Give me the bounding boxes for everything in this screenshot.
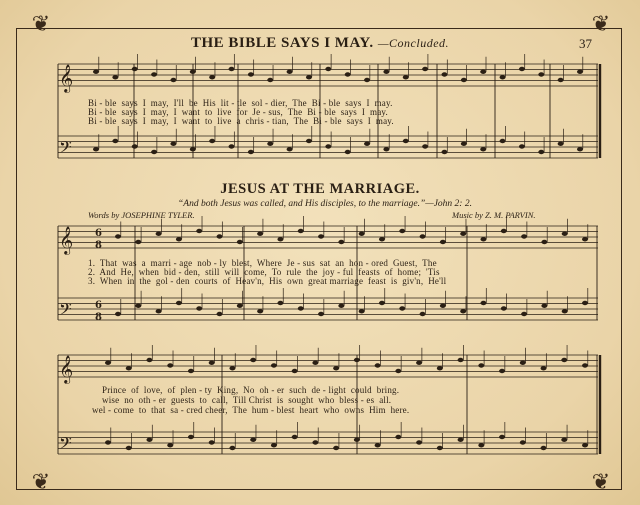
note xyxy=(170,78,176,82)
note xyxy=(146,438,152,442)
note xyxy=(115,312,121,316)
note xyxy=(480,70,486,74)
note xyxy=(325,144,331,148)
note xyxy=(267,142,273,146)
treble-clef-icon: 𝄞 xyxy=(59,226,74,254)
note xyxy=(345,150,351,154)
note xyxy=(577,147,583,151)
note xyxy=(541,240,547,244)
note xyxy=(112,139,118,143)
note xyxy=(345,72,351,76)
note xyxy=(318,312,324,316)
note xyxy=(190,70,196,74)
note xyxy=(480,237,486,241)
note xyxy=(359,232,365,236)
note xyxy=(478,443,484,447)
note xyxy=(298,306,304,310)
note xyxy=(582,363,588,367)
note xyxy=(379,237,385,241)
treble-clef-icon: 𝄞 xyxy=(59,64,74,92)
note xyxy=(562,232,568,236)
hymn-lyric-line-6: wel - come to that sa - cred cheer, The hum - blest heart who owns Him here. xyxy=(92,405,410,415)
song-title: THE BIBLE SAYS I MAY. xyxy=(190,35,374,51)
note xyxy=(277,237,283,241)
note xyxy=(126,366,132,370)
lyric-line-3: Bi - ble says I may, I want to live a chris - tian, The Bi - ble says I may. xyxy=(88,116,394,126)
note xyxy=(229,144,235,148)
note xyxy=(403,75,409,79)
bass-clef-icon: 𝄢 xyxy=(59,137,72,161)
note xyxy=(582,301,588,305)
hymn-title: JESUS AT THE MARRIAGE. xyxy=(220,181,420,197)
note xyxy=(237,304,243,308)
note xyxy=(146,358,152,362)
note xyxy=(501,306,507,310)
note xyxy=(395,435,401,439)
note xyxy=(306,139,312,143)
note xyxy=(441,150,447,154)
note xyxy=(541,446,547,450)
note xyxy=(558,142,564,146)
note xyxy=(112,75,118,79)
bass-clef-icon: 𝄢 xyxy=(59,299,72,323)
note xyxy=(196,229,202,233)
note xyxy=(440,240,446,244)
note xyxy=(271,443,277,447)
note xyxy=(364,142,370,146)
note xyxy=(271,363,277,367)
note xyxy=(115,234,121,238)
note xyxy=(501,229,507,233)
note xyxy=(461,78,467,82)
note xyxy=(229,446,235,450)
note xyxy=(383,70,389,74)
note xyxy=(190,147,196,151)
time-signature-top: 6 xyxy=(95,300,102,311)
note xyxy=(422,67,428,71)
note xyxy=(519,67,525,71)
note xyxy=(217,312,223,316)
note xyxy=(478,363,484,367)
note xyxy=(364,78,370,82)
note xyxy=(500,139,506,143)
time-signature-bottom: 8 xyxy=(95,240,102,251)
note xyxy=(541,304,547,308)
corner-ornament-bottom-left-icon: ❦ xyxy=(31,470,51,495)
note xyxy=(209,440,215,444)
note xyxy=(379,301,385,305)
note xyxy=(561,358,567,362)
note xyxy=(437,366,443,370)
note xyxy=(209,75,215,79)
note xyxy=(395,369,401,373)
note xyxy=(499,369,505,373)
note xyxy=(156,309,162,313)
note xyxy=(217,234,223,238)
note xyxy=(359,309,365,313)
words-credit: Words by JOSEPHINE TYLER. xyxy=(88,210,195,220)
note xyxy=(420,234,426,238)
note xyxy=(188,435,194,439)
page-number: 37 xyxy=(579,36,592,51)
note xyxy=(399,306,405,310)
note xyxy=(167,443,173,447)
note xyxy=(135,304,141,308)
note xyxy=(458,358,464,362)
note xyxy=(440,304,446,308)
hymn-lyric-line-3: 3. When in the gol - den courts of Heav'n, His own great marriage feast is giv'n, He'll xyxy=(88,276,447,286)
note xyxy=(306,75,312,79)
note xyxy=(460,232,466,236)
note xyxy=(441,72,447,76)
note xyxy=(292,369,298,373)
lyric-line-1: Bi - ble says I may, I'll be His lit - tle sol - dier, The Bi - ble says I may. xyxy=(88,98,393,108)
time-signature-bottom: 8 xyxy=(95,312,102,323)
corner-ornament-top-left-icon: ❦ xyxy=(31,12,51,37)
note xyxy=(499,435,505,439)
note xyxy=(422,144,428,148)
note xyxy=(151,72,157,76)
note xyxy=(461,142,467,146)
note xyxy=(318,234,324,238)
note xyxy=(582,237,588,241)
note xyxy=(383,147,389,151)
bass-clef-icon: 𝄢 xyxy=(59,433,72,457)
note xyxy=(292,435,298,439)
note xyxy=(167,363,173,367)
note xyxy=(521,234,527,238)
note xyxy=(132,67,138,71)
note xyxy=(250,438,256,442)
note xyxy=(416,361,422,365)
scripture-epigraph: “And both Jesus was called, and His disciples, to the marriage.”—John 2: 2. xyxy=(178,199,472,209)
note xyxy=(250,358,256,362)
note xyxy=(420,312,426,316)
note xyxy=(480,147,486,151)
note xyxy=(312,440,318,444)
note xyxy=(375,443,381,447)
note xyxy=(558,78,564,82)
note xyxy=(541,366,547,370)
note xyxy=(538,72,544,76)
note xyxy=(176,301,182,305)
note xyxy=(480,301,486,305)
corner-ornament-bottom-right-icon: ❦ xyxy=(591,470,611,495)
note xyxy=(399,229,405,233)
note xyxy=(519,144,525,148)
note xyxy=(257,232,263,236)
note xyxy=(132,144,138,148)
note xyxy=(267,78,273,82)
note xyxy=(93,147,99,151)
note xyxy=(561,438,567,442)
note xyxy=(354,438,360,442)
note xyxy=(229,67,235,71)
lyric-line-2: Bi - ble says I may, I want to live for Je - sus, The Bi - ble says I may. xyxy=(88,107,388,117)
note xyxy=(170,142,176,146)
hymn-lyric-line-1: 1. That was a marri - age nob - ly blest, Where Je - sus sat an hon - ored Guest, The xyxy=(88,258,437,268)
note xyxy=(229,366,235,370)
song-subtitle: —Concluded. xyxy=(377,36,450,50)
note xyxy=(338,240,344,244)
note xyxy=(126,446,132,450)
corner-ornament-top-right-icon: ❦ xyxy=(591,12,611,37)
note xyxy=(458,438,464,442)
note xyxy=(521,312,527,316)
note xyxy=(354,358,360,362)
note xyxy=(538,150,544,154)
note xyxy=(333,446,339,450)
note xyxy=(500,75,506,79)
note xyxy=(375,363,381,367)
note xyxy=(257,309,263,313)
note xyxy=(105,361,111,365)
note xyxy=(151,150,157,154)
note xyxy=(416,440,422,444)
treble-clef-icon: 𝄞 xyxy=(59,355,74,383)
note xyxy=(577,70,583,74)
note xyxy=(277,301,283,305)
note xyxy=(209,139,215,143)
note xyxy=(562,309,568,313)
note xyxy=(209,361,215,365)
note xyxy=(135,240,141,244)
music-credit: Music by Z. M. PARVIN. xyxy=(452,210,536,220)
note xyxy=(287,70,293,74)
note xyxy=(287,147,293,151)
note xyxy=(333,366,339,370)
hymn-lyric-line-2: 2. And He, when bid - den, still will come, To rule the joy - ful feasts of home; 'Tis xyxy=(88,267,440,277)
hymn-lyric-line-4: Prince of love, of plen - ty King, No oh - er such de - light could bring. xyxy=(102,385,400,395)
note xyxy=(325,67,331,71)
note xyxy=(298,229,304,233)
note xyxy=(520,440,526,444)
note xyxy=(460,309,466,313)
note xyxy=(312,361,318,365)
note xyxy=(105,440,111,444)
note xyxy=(403,139,409,143)
note xyxy=(176,237,182,241)
note xyxy=(196,306,202,310)
note xyxy=(156,232,162,236)
time-signature-top: 6 xyxy=(95,228,102,239)
note xyxy=(248,150,254,154)
note xyxy=(338,304,344,308)
note xyxy=(188,369,194,373)
hymn-lyric-line-5: wise no oth - er guests to call, Till Christ is sought who bless - es all. xyxy=(102,395,392,405)
note xyxy=(582,443,588,447)
note xyxy=(248,72,254,76)
note xyxy=(437,446,443,450)
note xyxy=(93,70,99,74)
note xyxy=(237,240,243,244)
note xyxy=(520,361,526,365)
